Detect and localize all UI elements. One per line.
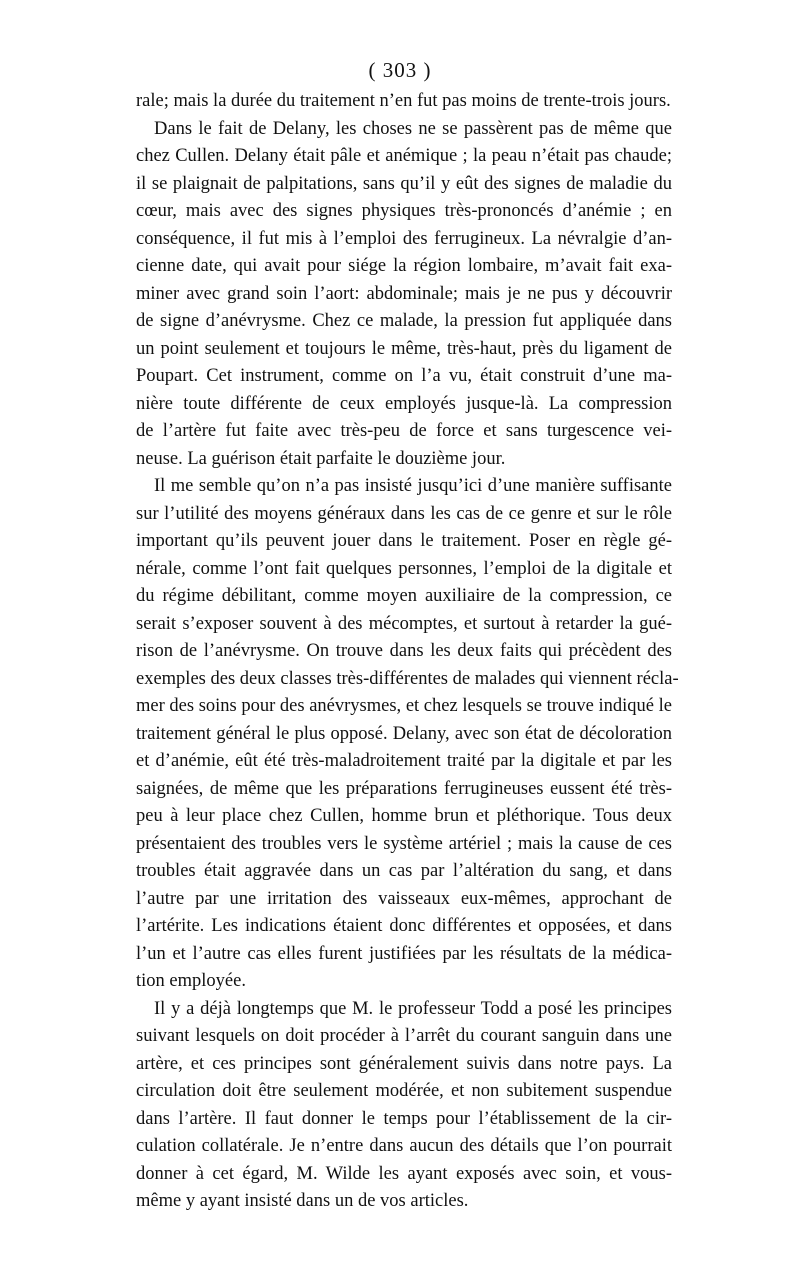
text-line: nière toute différente de ceux employés jusque-là. La compression [136, 393, 672, 414]
text-line: neuse. La guérison était parfaite le douzième jour. [136, 448, 506, 469]
text-line: même y ayant insisté dans un de vos articles. [136, 1191, 469, 1211]
text-line: culation collatérale. Je n’entre dans aucun des détails que l’on pourrait [136, 1136, 672, 1156]
text-line: nérale, comme l’ont fait quelques personnes, l’emploi de la digitale et [136, 558, 672, 579]
text-line: suivant lesquels on doit procéder à l’arrêt du courant sanguin dans une [136, 1026, 672, 1046]
text-line: conséquence, il fut mis à l’emploi des ferrugineux. La névralgie d’an- [136, 228, 672, 249]
text-line: dans l’artère. Il faut donner le temps pour l’établissement de la cir- [136, 1108, 672, 1129]
text-line: un point seulement et toujours le même, très-haut, près du ligament de [136, 338, 672, 359]
text-line: circulation doit être seulement modérée, et non subitement suspendue [136, 1081, 672, 1101]
text-line: l’un et l’autre cas elles furent justifiées par les résultats de la médica- [136, 943, 672, 964]
text-line: mer des soins pour des anévrysmes, et chez lesquels se trouve indiqué le [136, 696, 672, 716]
text-line: troubles était aggravée dans un cas par l’altération du sang, et dans [136, 861, 672, 881]
text-line: Dans le fait de Delany, les choses ne se passèrent pas de même que [154, 118, 672, 139]
text-line: Il y a déjà longtemps que M. le professeur Todd a posé les principes [154, 998, 672, 1019]
text-line: traitement général le plus opposé. Delany, avec son état de décoloration [136, 723, 672, 744]
text-line: présentaient des troubles vers le système artériel ; mais la cause de ces [136, 833, 672, 854]
text-line: peu à leur place chez Cullen, homme brun et pléthorique. Tous deux [136, 806, 672, 826]
text-line: miner avec grand soin l’aort: abdominale; mais je ne pus y découvrir [136, 283, 672, 304]
text-line: de signe d’anévrysme. Chez ce malade, la pression fut appliquée dans [136, 311, 672, 331]
text-line: cœur, mais avec des signes physiques très-prononcés d’anémie ; en [136, 201, 672, 221]
text-line: du régime débilitant, comme moyen auxiliaire de la compression, ce [136, 586, 672, 606]
text-line: rale; mais la durée du traitement n’en fut pas moins de trente-trois jours. [136, 91, 671, 111]
text-line: l’artérite. Les indications étaient donc différentes et opposées, et dans [136, 916, 672, 936]
text-line: donner à cet égard, M. Wilde les ayant exposés avec soin, et vous- [136, 1163, 672, 1184]
text-line: tion employée. [136, 971, 246, 991]
text-line: sur l’utilité des moyens généraux dans les cas de ce genre et sur le rôle [136, 503, 672, 524]
text-line: il se plaignait de palpitations, sans qu’il y eût des signes de maladie du [136, 173, 672, 194]
text-line: de l’artère fut faite avec très-peu de force et sans turgescence vei- [136, 421, 672, 441]
text-line: Poupart. Cet instrument, comme on l’a vu, était construit d’une ma- [136, 366, 672, 386]
text-line: exemples des deux classes très-différentes de malades qui viennent récla- [136, 668, 679, 689]
text-line: artère, et ces principes sont généralement suivis dans notre pays. La [136, 1053, 672, 1074]
text-line: l’autre par une irritation des vaisseaux eux-mêmes, approchant de [136, 888, 672, 909]
text-line: Il me semble qu’on n’a pas insisté jusqu’ici d’une manière suffisante [154, 476, 672, 496]
text-line: important qu’ils peuvent jouer dans le traitement. Poser en règle gé- [136, 531, 672, 551]
text-line: saignées, de même que les préparations ferrugineuses eussent été très- [136, 778, 672, 799]
text-line: cienne date, qui avait pour siége la région lombaire, m’avait fait exa- [136, 256, 672, 276]
text-line: rison de l’anévrysme. On trouve dans les deux faits qui précèdent des [136, 641, 672, 661]
text-line: et d’anémie, eût été très-maladroitement traité par la digitale et par les [136, 751, 672, 771]
text-line: chez Cullen. Delany était pâle et anémique ; la peau n’était pas chaude; [136, 146, 672, 166]
text-line: serait s’exposer souvent à des mécomptes, et surtout à retarder la gué- [136, 613, 672, 634]
body-text [136, 88, 679, 1216]
page-number: ( 303 ) [368, 58, 432, 82]
